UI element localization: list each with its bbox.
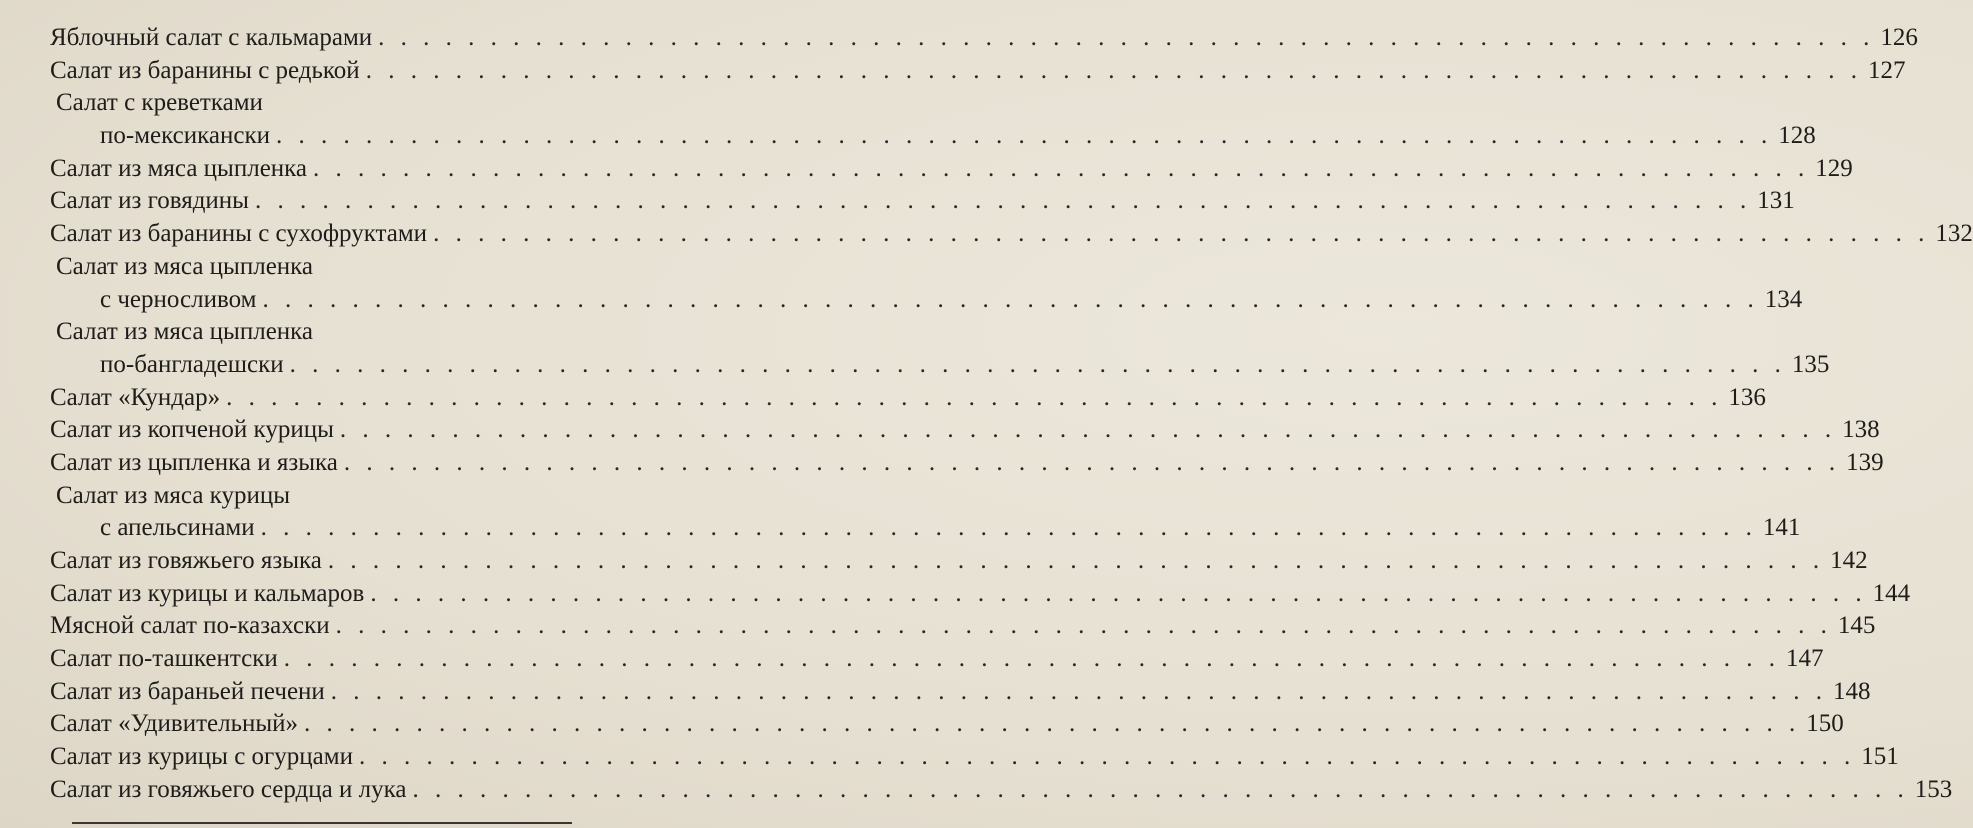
toc-entry-title: Мясной салат по-казахски — [50, 612, 330, 640]
toc-entry-title: по-мексикански — [100, 122, 270, 150]
dot-leader: . . . . . . . . . . . . . . . . . . . . . . . . . . . . . . . . . . . . . . . . . . . . . . . . . . . . . . . . . . . . . . . . . . . — [433, 220, 1930, 248]
dot-leader: . . . . . . . . . . . . . . . . . . . . . . . . . . . . . . . . . . . . . . . . . . . . . . . . . . . . . . . . . . . . . . . . . . . — [365, 56, 1862, 84]
toc-entry — [0, 218, 1973, 251]
toc-entry-line — [0, 708, 1844, 741]
toc-entry-line — [0, 185, 1795, 218]
toc-entry-line — [0, 643, 1824, 676]
toc-page-number: 128 — [1778, 122, 1816, 150]
toc-entry-line — [0, 22, 1918, 55]
toc-page-number: 134 — [1764, 285, 1803, 313]
toc-line-row — [50, 741, 1899, 774]
toc-page-number: 145 — [1837, 612, 1876, 640]
toc-entry-title: Салат из цыпленка и языка — [50, 448, 338, 476]
toc-entry-title: Салат из мяса цыпленка — [56, 318, 314, 346]
toc-entry — [0, 87, 1816, 152]
toc-entry-line — [0, 610, 1876, 643]
footer-rule — [72, 822, 572, 824]
toc-entry-line — [0, 414, 1880, 447]
toc-line-row — [100, 512, 1801, 545]
dot-leader: . . . . . . . . . . . . . . . . . . . . . . . . . . . . . . . . . . . . . . . . . . . . . . . . . . . . . . . . . . . . . . . . . . . — [289, 350, 1786, 378]
toc-entry-line — [0, 316, 608, 349]
toc-line-row — [50, 708, 1844, 741]
toc-entry-title: Яблочный салат с кальмарами — [50, 24, 373, 51]
toc-entry-line — [0, 349, 1830, 382]
toc-entry — [0, 316, 1830, 381]
toc-entry — [0, 774, 1953, 807]
toc-line-row — [50, 153, 1853, 186]
toc-entry-line — [0, 284, 1803, 317]
toc-entry-title: Салат из говядины — [50, 187, 249, 215]
toc-entry — [0, 55, 1906, 88]
toc-entry-title: Салат по-ташкентски — [50, 645, 278, 673]
dot-leader: . . . . . . . . . . . . . . . . . . . . . . . . . . . . . . . . . . . . . . . . . . . . . . . . . . . . . . . . . . . . . . . . . . . — [335, 612, 1832, 640]
toc-page-number: 126 — [1880, 24, 1918, 51]
toc-entry-title: Салат из курицы и кальмаров — [50, 579, 365, 607]
dot-leader: . . . . . . . . . . . . . . . . . . . . . . . . . . . . . . . . . . . . . . . . . . . . . . . . . . . . . . . . . . . . . . . . . . . — [327, 547, 1825, 574]
toc-entry-title: Салат из баранины с редькой — [50, 56, 360, 84]
toc-line-row — [50, 643, 1824, 676]
toc-page-number: 144 — [1872, 579, 1911, 607]
toc-line-row — [100, 349, 1830, 382]
toc-line-row — [50, 545, 1868, 578]
toc-entry-line — [0, 251, 608, 284]
toc-entry-line — [0, 218, 1973, 251]
toc-page-number: 151 — [1861, 743, 1899, 771]
dot-leader: . . . . . . . . . . . . . . . . . . . . . . . . . . . . . . . . . . . . . . . . . . . . . . . . . . . . . . . . . . . . . . . . . . . — [313, 154, 1810, 182]
toc-entry-line — [0, 447, 1884, 480]
toc-entry — [0, 643, 1824, 676]
toc-entry-line — [0, 480, 608, 513]
toc-line-row — [50, 447, 1884, 480]
toc-entry-line — [0, 774, 1953, 807]
toc-entry-title: с черносливом — [100, 285, 257, 313]
table-of-contents — [0, 22, 1973, 807]
toc-line-row — [50, 414, 1880, 447]
toc-page-number: 153 — [1914, 775, 1953, 803]
toc-entry-title: Салат из курицы с огурцами — [50, 743, 353, 771]
dot-leader: . . . . . . . . . . . . . . . . . . . . . . . . . . . . . . . . . . . . . . . . . . . . . . . . . . . . . . . . . . . . . . . . . . . — [358, 743, 1856, 771]
toc-entry-line — [0, 578, 1911, 611]
toc-entry-line — [0, 676, 1871, 709]
toc-line-row — [50, 774, 1953, 807]
toc-entry-title: Салат из говяжьего сердца и лука — [50, 775, 407, 803]
toc-entry-line — [0, 87, 608, 120]
dot-leader: . . . . . . . . . . . . . . . . . . . . . . . . . . . . . . . . . . . . . . . . . . . . . . . . . . . . . . . . . . . . . . . . . . . — [412, 775, 1909, 803]
toc-entry — [0, 708, 1844, 741]
toc-entry — [0, 447, 1884, 480]
toc-page-number: 136 — [1728, 383, 1766, 411]
dot-leader: . . . . . . . . . . . . . . . . . . . . . . . . . . . . . . . . . . . . . . . . . . . . . . . . . . . . . . . . . . . . . . . . . . . — [283, 645, 1780, 673]
toc-entry — [0, 382, 1766, 415]
dot-leader: . . . . . . . . . . . . . . . . . . . . . . . . . . . . . . . . . . . . . . . . . . . . . . . . . . . . . . . . . . . . . . . . . . . — [304, 710, 1801, 738]
toc-entry — [0, 578, 1911, 611]
toc-entry — [0, 153, 1853, 186]
dot-leader: . . . . . . . . . . . . . . . . . . . . . . . . . . . . . . . . . . . . . . . . . . . . . . . . . . . . . . . . . . . . . . . . . . . — [370, 579, 1867, 607]
toc-entry-line — [0, 153, 1853, 186]
toc-line-row — [50, 218, 1973, 251]
toc-entry-title: Салат из мяса цыпленка — [56, 252, 314, 280]
toc-entry-title: Салат из баранины с сухофруктами — [50, 220, 428, 248]
dot-leader: . . . . . . . . . . . . . . . . . . . . . . . . . . . . . . . . . . . . . . . . . . . . . . . . . . . . . . . . . . . . . . . . . . . — [275, 122, 1773, 150]
toc-line-row — [50, 578, 1911, 611]
toc-line-row — [50, 22, 1918, 55]
toc-line-row — [100, 120, 1816, 153]
toc-entry — [0, 22, 1918, 55]
toc-entry-title: с апельсинами — [100, 514, 255, 542]
toc-line-row — [50, 610, 1876, 643]
toc-entry-line — [0, 55, 1906, 88]
toc-entry — [0, 185, 1795, 218]
toc-entry-line — [0, 545, 1868, 578]
dot-leader: . . . . . . . . . . . . . . . . . . . . . . . . . . . . . . . . . . . . . . . . . . . . . . . . . . . . . . . . . . . . . . . . . . . — [339, 416, 1837, 444]
toc-entry — [0, 545, 1868, 578]
toc-entry — [0, 610, 1876, 643]
toc-line-row — [50, 55, 1906, 88]
toc-entry-title: Салат «Удивительный» — [50, 710, 299, 738]
dot-leader: . . . . . . . . . . . . . . . . . . . . . . . . . . . . . . . . . . . . . . . . . . . . . . . . . . . . . . . . . . . . . . . . . . . — [254, 187, 1752, 215]
toc-page-number: 142 — [1830, 547, 1868, 574]
toc-page-number: 148 — [1833, 677, 1871, 705]
toc-page-number: 139 — [1846, 448, 1884, 476]
toc-entry-title: Салат из мяса цыпленка — [50, 154, 308, 182]
toc-entry-title: Салат из говяжьего языка — [50, 547, 322, 574]
dot-leader: . . . . . . . . . . . . . . . . . . . . . . . . . . . . . . . . . . . . . . . . . . . . . . . . . . . . . . . . . . . . . . . . . . . — [226, 383, 1723, 411]
toc-entry-title: по-бангладешски — [100, 350, 284, 378]
toc-entry-title: Салат из копченой курицы — [50, 416, 334, 444]
toc-entry-title: Салат из мяса курицы — [56, 481, 291, 509]
dot-leader: . . . . . . . . . . . . . . . . . . . . . . . . . . . . . . . . . . . . . . . . . . . . . . . . . . . . . . . . . . . . . . . . . . . — [262, 285, 1759, 313]
toc-page-number: 138 — [1842, 416, 1880, 444]
toc-entry — [0, 251, 1803, 316]
toc-page-number: 129 — [1815, 154, 1853, 182]
toc-page-number: 150 — [1806, 710, 1844, 738]
toc-page-number: 135 — [1791, 350, 1830, 378]
toc-entry — [0, 676, 1871, 709]
toc-line-row — [50, 382, 1766, 415]
toc-line-row — [50, 185, 1795, 218]
toc-entry-title: Салат «Кундар» — [50, 383, 221, 411]
toc-entry-line — [0, 382, 1766, 415]
dot-leader: . . . . . . . . . . . . . . . . . . . . . . . . . . . . . . . . . . . . . . . . . . . . . . . . . . . . . . . . . . . . . . . . . . . — [378, 24, 1875, 51]
toc-page-number: 131 — [1757, 187, 1795, 215]
toc-page-number: 132 — [1935, 220, 1973, 248]
toc-line-row — [50, 676, 1871, 709]
toc-entry — [0, 480, 1801, 545]
toc-page-number: 127 — [1867, 56, 1906, 84]
toc-entry — [0, 741, 1899, 774]
toc-entry-line — [0, 741, 1899, 774]
toc-page-number: 141 — [1762, 514, 1801, 542]
dot-leader: . . . . . . . . . . . . . . . . . . . . . . . . . . . . . . . . . . . . . . . . . . . . . . . . . . . . . . . . . . . . . . . . . . . — [330, 677, 1828, 705]
toc-page-number: 147 — [1785, 645, 1824, 673]
toc-entry-line — [0, 512, 1801, 545]
dot-leader: . . . . . . . . . . . . . . . . . . . . . . . . . . . . . . . . . . . . . . . . . . . . . . . . . . . . . . . . . . . . . . . . . . . — [343, 448, 1841, 476]
toc-entry-line — [0, 120, 1816, 153]
dot-leader: . . . . . . . . . . . . . . . . . . . . . . . . . . . . . . . . . . . . . . . . . . . . . . . . . . . . . . . . . . . . . . . . . . . — [260, 514, 1757, 542]
toc-entry — [0, 414, 1880, 447]
toc-entry-title: Салат из бараньей печени — [50, 677, 325, 705]
toc-line-row — [100, 284, 1803, 317]
toc-entry-title: Салат с креветками — [56, 89, 263, 117]
